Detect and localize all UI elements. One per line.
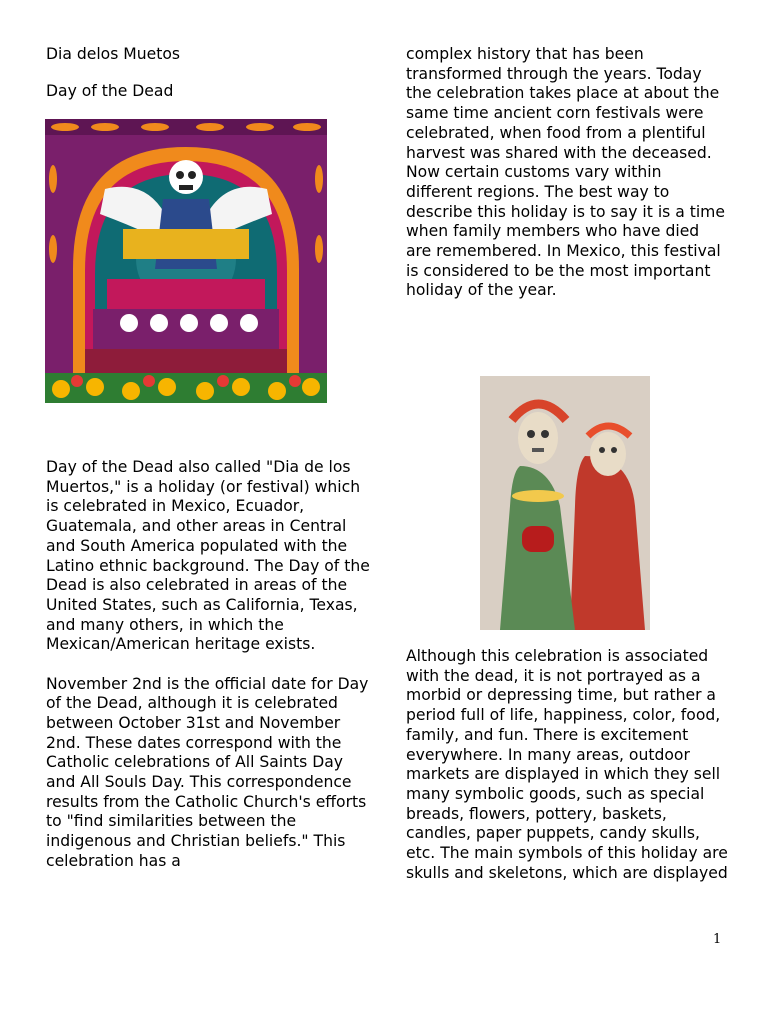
left-paragraph-1: Day of the Dead also called "Dia de los Muertos," is a holiday (or festival) which is celebrated in Mexico, Ecuador, Guatemala, and other areas in Central and South America populated with the Latino ethnic background. The Day of the Dead is also celebrated in areas of the United States, such as California, Texas, and many others, in which the Mexican/American heritage exists. xyxy=(46,458,370,654)
left-column xyxy=(46,458,370,872)
document-title: Dia delos Muetos xyxy=(46,45,181,63)
right-paragraph-2: Although this celebration is associated with the dead, it is not portrayed as a morbid or depressing time, but rather a period full of life, happiness, color, food, family, and fun. There is excitement everywhere. In many areas, outdoor markets are displayed in which they sell many symbolic goods, such as special breads, flowers, pottery, baskets, candles, paper puppets, candy skulls, etc. The main symbols of this holiday are skulls and skeletons, which are displayed xyxy=(406,647,728,882)
right-column-bottom xyxy=(406,647,728,883)
document-subtitle: Day of the Dead xyxy=(46,82,174,100)
altar-illustration xyxy=(45,119,327,403)
right-column-top xyxy=(406,45,728,301)
right-paragraph-1: complex history that has been transformed through the years. Today the celebration takes place at about the same time ancient corn festivals were celebrated, when food from a plentiful harvest was shared with the deceased. Now certain customs vary within different regions. The best way to describe this holiday is to say it is a time when family members who have died are remembered. In Mexico, this festival is considered to be the most important holiday of the year. xyxy=(406,45,725,300)
left-paragraph-2: November 2nd is the official date for Day of the Dead, although it is celebrated between October 31st and November 2nd. These dates correspond with the Catholic celebrations of All Saints Day and All Souls Day. This correspondence results from the Catholic Church's efforts to "find similarities between the indigenous and Christian beliefs." This celebration has a xyxy=(46,674,369,870)
page-number: 1 xyxy=(713,932,722,947)
catrina-figures-photo xyxy=(480,376,650,630)
